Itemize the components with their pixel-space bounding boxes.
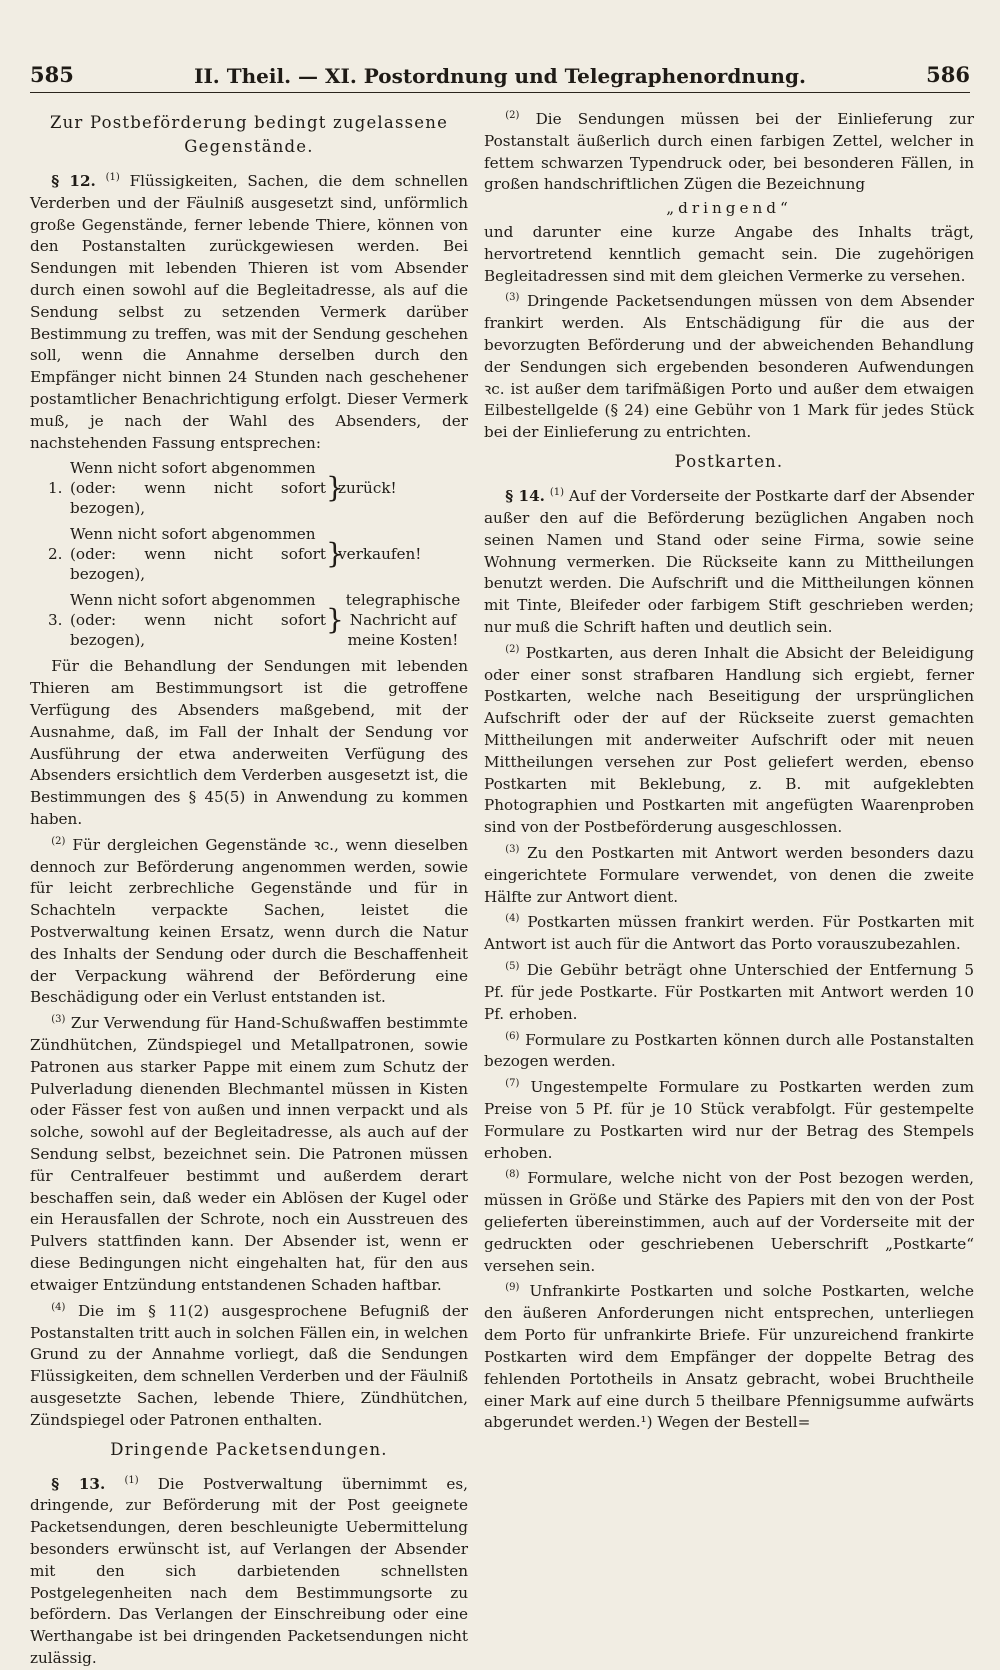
list-line: Wenn nicht sofort abgenommen: [70, 459, 316, 478]
paragraph-number: (8): [505, 1169, 520, 1181]
brace: }: [326, 471, 344, 505]
paragraph: [30, 831, 468, 1009]
paragraph-text: Postkarten, aus deren Inhalt die Absicht der Beleidigung oder einer sonst strafbaren Handlung sich ergiebt, ferner Postkarten, welche nach Beseitigung der ursprünglichen Aufschrift oder der auf der Rückseite zuerst gemachten Mittheilungen mit anderweiter Aufschrift oder mit neuen Mittheilungen versehen zur Post geliefert werden, ebenso Postkarten mit Beklebung, z. B. mit aufgeklebten Photographien und Postkarten mit angefügten Waarenproben sind von der Postbeförderung ausgeschlossen.: [484, 643, 975, 837]
left-page-number: 585: [30, 62, 74, 87]
paragraph: [484, 839, 974, 908]
list-item: [48, 524, 468, 584]
left-column: [30, 105, 468, 1670]
paragraph-number: (6): [505, 1030, 520, 1042]
paragraph-number: (4): [51, 1301, 66, 1313]
paragraph-text: Postkarten müssen frankirt werden. Für Postkarten mit Antwort ist auch für die Antwort das Porto vorauszubezahlen.: [484, 913, 974, 954]
paragraph: [30, 1009, 468, 1296]
paragraph-text: Für dergleichen Gegenstände ꝛc., wenn dieselben dennoch zur Beförderung angenommen werden, sowie für leicht zerbrechliche Gegenstände und für in Schachteln verpackte Sachen, leistet die Postverwaltung keinen Ersatz, wenn durch die Natur des Inhalts der Sendung oder durch die Beschaffenheit der Verpackung während der Beförderung eine Beschädigung oder ein Verlust entstanden ist.: [30, 835, 468, 1007]
paragraph: [30, 1470, 468, 1670]
paragraph-number: (2): [505, 643, 520, 655]
paragraph: [30, 167, 468, 454]
list-line: (oder: wenn nicht sofort bezogen),: [70, 611, 326, 650]
list-number: 3.: [48, 610, 63, 629]
running-title: II. Theil. — XI. Postordnung und Telegraphenordnung.: [194, 64, 806, 88]
paragraph: Für die Behandlung der Sendungen mit lebenden Thieren am Bestimmungsort ist die getroffene Verfügung des Absenders maßgebend, mit der Ausnahme, daß, im Fall der Inhalt der Sendung vor Ausführung der etwa anderweiten Verfügung des Absenders ersichtlich dem Verderben ausgesetzt ist, die Bestimmungen des § 45(5) in Anwendung zu kommen haben.: [30, 657, 468, 828]
paragraph-number: (3): [51, 1014, 66, 1026]
list-item: [48, 590, 468, 650]
note-options-list: [48, 458, 468, 650]
paragraph: [484, 1277, 974, 1434]
paragraph-number: (5): [505, 961, 520, 973]
paragraph-text: Dringende Packetsendungen müssen von dem Absender frankirt werden. Als Entschädigung für die aus der bevorzugten Beförderung und der abweichenden Behandlung der Sendungen sich ergebenden besonderen Aufwendungen ꝛc. ist außer dem tarifmäßigen Porto und außer dem etwaigen Eilbestellgelde (§ 24) eine Gebühr von 1 Mark für jedes Stück bei der Einlieferung zu entrichten.: [484, 292, 974, 442]
paragraph-number: (1): [105, 172, 120, 183]
paragraph-text: Formulare zu Postkarten können durch alle Postanstalten bezogen werden.: [484, 1030, 975, 1071]
paragraph-number: (1): [549, 487, 565, 499]
paragraph-text: Zu den Postkarten mit Antwort werden besonders dazu eingerichtete Formulare verwendet, von denen die zweite Hälfte zur Antwort dient.: [484, 844, 974, 906]
section-number: § 12.: [51, 172, 96, 191]
paragraph-text: Flüssigkeiten, Sachen, die dem schnellen Verderben und der Fäulniß ausgesetzt sind, unförmlich große Gegenstände, ferner lebende Thiere, können von den Postanstalten zurückgewiesen werden. Bei Sendungen mit lebenden Thieren ist vom Absender durch einen sowohl auf die Begleitadresse, als auf die Sendung selbst zu setzenden Vermerk darüber Bestimmung zu treffen, was mit der Sendung geschehen soll, wenn die Annahme derselben durch den Empfänger nicht binnen 24 Stunden nach geschehener postamtlicher Benachrichtigung erfolgt. Dieser Vermerk muß, je nach der Wahl des Absenders, der nachstehenden Fassung entsprechen:: [30, 172, 469, 452]
section-heading: Dringende Packetsendungen.: [110, 1439, 388, 1459]
list-result: zurück!: [338, 479, 397, 498]
paragraph-number: (3): [505, 292, 520, 304]
brace: }: [326, 537, 344, 571]
paragraph: [484, 639, 974, 839]
paragraph-text: Die Sendungen müssen bei der Einlieferung zur Postanstalt äußerlich durch einen farbigen Zettel, welcher in fettem schwarzen Typendruck oder, bei besonderen Fällen, in großen handschriftlichen Zügen die Bezeichnung: [484, 110, 975, 194]
paragraph-text: Die Postverwaltung übernimmt es, dringende, zur Beförderung mit der Post geeignete Packetsendungen, deren beschleunigte Uebermittelung besonders erwünscht ist, auf Verlangen der Absender mit den sich darbietenden schnellsten Postgelegenheiten nach dem Bestimmungsorte zu befördern. Das Verlangen der Einschreibung oder eine Werthangabe ist bei dringenden Packetsendungen nicht zulässig.: [30, 1474, 468, 1667]
paragraph: [484, 482, 974, 639]
list-number: 1.: [48, 478, 63, 497]
section-heading: Zur Postbeförderung bedingt zugelassene Gegenstände.: [49, 113, 449, 156]
paragraph-text: Die im § 11(2) ausgesprochene Befugniß der Postanstalten tritt auch in solchen Fällen ein, in welchen Grund zu der Annahme vorliegt, daß die Sendungen Flüssigkeiten, dem schnellen Verderben und der Fäulniß ausgesetzte Sachen, lebende Thiere, Zündhütchen, Zündspiegel oder Patronen enthalten.: [30, 1301, 469, 1429]
paragraph-number: (2): [51, 835, 66, 847]
paragraph-number: (4): [505, 913, 520, 925]
paragraph: [484, 956, 974, 1025]
list-result: verkaufen!: [338, 545, 422, 564]
paragraph-text: Auf der Vorderseite der Postkarte darf der Absender außer den auf die Beförderung bezüglichen Angaben noch seinen Namen und Stand oder seine Firma, sowie seine Wohnung vermerken. Die Rückseite kann zu Mittheilungen benutzt werden. Die Aufschrift und die Mittheilungen können mit Tinte, Bleifeder oder farbigem Stift geschrieben werden; nur muß die Schrift haften und deutlich sein.: [484, 487, 975, 636]
list-item: [48, 458, 468, 518]
right-column: [484, 105, 974, 1434]
paragraph: [30, 1297, 468, 1432]
section-number: § 13.: [51, 1474, 106, 1493]
list-line: (oder: wenn nicht sofort bezogen),: [70, 545, 326, 584]
list-line: (oder: wenn nicht sofort bezogen),: [70, 479, 326, 518]
brace: }: [326, 603, 344, 637]
list-result: telegraphische Nachricht auf meine Kosten!: [345, 591, 461, 650]
paragraph-number: (1): [124, 1474, 139, 1486]
paragraph: [484, 1073, 974, 1164]
running-header: [30, 62, 970, 93]
paragraph: [484, 105, 974, 196]
paragraph-text: Zur Verwendung für Hand-Schußwaffen bestimmte Zündhütchen, Zündspiegel und Metallpatronen, sowie Patronen aus starker Pappe mit einem zum Schutz der Pulverladung dienenden Blechmantel müssen in Kisten oder Fässer fest von außen und innen verpackt und als solche, sowohl auf der Begleitadresse, als auch auf der Sendung selbst, bezeichnet sein. Die Patronen müssen für Centralfeuer bestimmt und außerdem derart beschaffen sein, daß weder ein Ablösen der Kugel oder ein Herausfallen der Schrote, noch ein Ausstreuen des Pulvers stattfinden kann. Der Absender ist, wenn er diese Bedingungen nicht eingehalten hat, für den aus etwaiger Entzündung entstandenen Schaden haftbar.: [30, 1014, 468, 1294]
paragraph: [484, 1164, 974, 1277]
paragraph: und darunter eine kurze Angabe des Inhalts trägt, hervortretend kenntlich gemacht sein. Die zugehörigen Begleitadressen sind mit dem gleichen Vermerke zu versehen.: [484, 223, 974, 285]
paragraph-number: (9): [505, 1282, 520, 1294]
list-line: Wenn nicht sofort abgenommen: [70, 525, 316, 544]
paragraph: [484, 287, 974, 444]
paragraph: [484, 908, 974, 956]
paragraph-number: (2): [505, 110, 520, 121]
paragraph-text: Die Gebühr beträgt ohne Unterschied der Entfernung 5 Pf. für jede Postkarte. Für Postkarten mit Antwort werden 10 Pf. erhoben.: [484, 961, 975, 1023]
right-page-number: 586: [926, 62, 970, 87]
paragraph-number: (7): [505, 1078, 520, 1090]
list-line: Wenn nicht sofort abgenommen: [70, 591, 316, 610]
list-number: 2.: [48, 544, 63, 563]
emphasized-word: „dringend“: [666, 199, 792, 218]
section-number: § 14.: [505, 487, 545, 506]
paragraph-text: Formulare, welche nicht von der Post bezogen werden, müssen in Größe und Stärke des Papiers mit den von der Post gelieferten übereinstimmen, auch auf der Vorderseite mit der gedruckten oder geschriebenen Ueberschrift „Postkarte“ versehen sein.: [484, 1169, 974, 1275]
section-heading: Postkarten.: [674, 452, 784, 472]
paragraph-text: Ungestempelte Formulare zu Postkarten werden zum Preise von 5 Pf. für je 10 Stück verabfolgt. Für gestempelte Formulare zu Postkarten wird nur der Betrag des Stempels erhoben.: [484, 1078, 975, 1162]
paragraph: [484, 1026, 974, 1074]
paragraph-text: Unfrankirte Postkarten und solche Postkarten, welche den äußeren Anforderungen nicht entsprechen, unterliegen dem Porto für unfrankirte Briefe. Für unzureichend frankirte Postkarten wird dem Empfänger der doppelte Betrag des fehlenden Portotheils in Ansatz gebracht, wobei Bruchtheile einer Mark auf eine durch 5 theilbare Pfennigsumme aufwärts abgerundet werden.¹) Wegen der Bestell=: [484, 1282, 974, 1432]
paragraph-number: (3): [505, 843, 520, 855]
